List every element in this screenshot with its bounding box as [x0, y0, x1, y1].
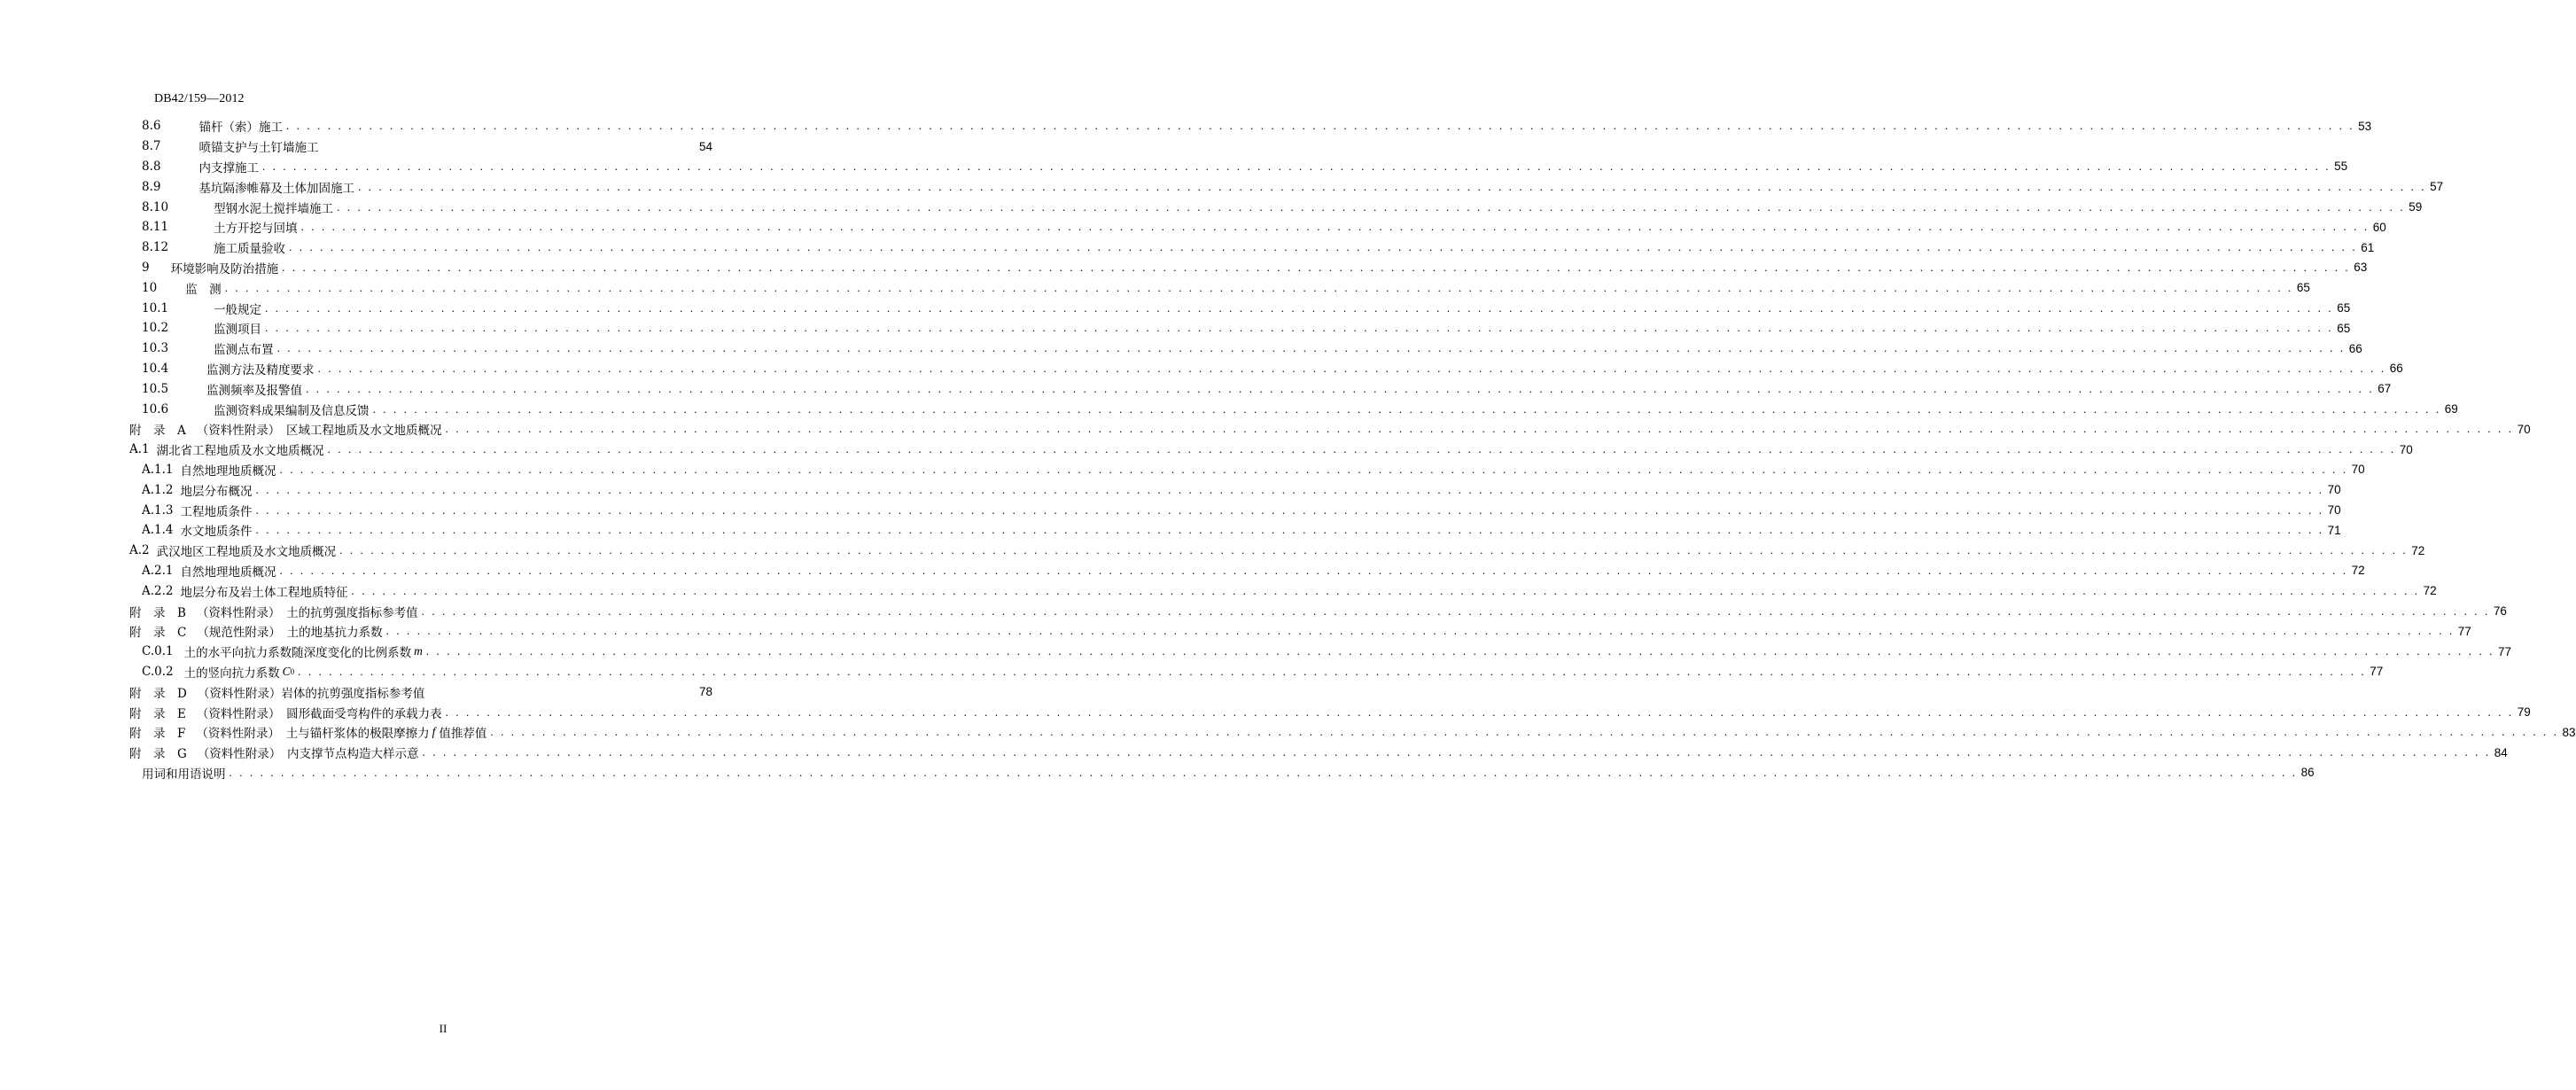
- toc-entry-number: 8.12: [142, 240, 169, 255]
- toc-entry-number: 10.4: [142, 361, 169, 376]
- toc-entry[interactable]: [0, 217, 2386, 237]
- toc-entry-number: 附 录 A: [129, 424, 186, 439]
- toc-entry[interactable]: [0, 763, 2315, 783]
- toc-entry[interactable]: [0, 116, 2372, 136]
- toc-entry-symbol: m: [414, 644, 423, 658]
- toc-leader-dots: . . . . . . . . . . . . . . . . . . . . . . . . . . . . . . . . . . . . . . . . . . . . . . . . . . . . . . . . . . . . . . . . . . . . . . . . . . . . . . . . . . . . . . . . . . . . . . . . . . . . . . . . . . . . . . . . . . . . . . . . . . . . . . . . . . . . . . . . . . . . . . . . . . . . . . . . . . . . . . . . . . . . . . . . . . . . . . . . . . . . . . . . . . . . . . . . . . . . . . . .: [282, 260, 2351, 274]
- toc-leader-dots: . . . . . . . . . . . . . . . . . . . . . . . . . . . . . . . . . . . . . . . . . . . . . . . . . . . . . . . . . . . . . . . . . . . . . . . . . . . . . . . . . . . . . . . . . . . . . . . . . . . . . . . . . . . . . . . . . . . . . . . . . . . . . . . . . . . . . . . . . . . . . . . . . . . . . . . . . . . . . . . . . . . . . . . . . . . . . . . . . . . . . . . . . . . . . . . . . . . . . . . .: [339, 543, 2409, 557]
- toc-entry-page: 65: [2337, 321, 2351, 335]
- toc-entry[interactable]: [0, 176, 2444, 197]
- toc-entry-number: A.1.1: [142, 462, 174, 477]
- toc-entry[interactable]: [0, 702, 2531, 722]
- toc-entry-title: 用词和用语说明: [142, 767, 226, 782]
- toc-entry-page: 69: [2444, 402, 2458, 417]
- toc-entry-page: 77: [2457, 624, 2471, 638]
- toc-entry-number: 附 录 D: [129, 686, 187, 701]
- toc-entry-number: 9: [142, 260, 150, 275]
- document-code: DB42/159—2012: [154, 92, 245, 105]
- toc-entry-title: 地层分布概况: [180, 484, 253, 499]
- toc-entry-subscript: 0: [290, 666, 295, 676]
- toc-entry-page: 63: [2354, 261, 2368, 275]
- toc-leader-dots: . . . . . . . . . . . . . . . . . . . . . . . . . . . . . . . . . . . . . . . . . . . . . . . . . . . . . . . . . . . . . . . . . . . . . . . . . . . . . . . . . . . . . . . . . . . . . . . . . . . . . . . . . . . . . . . . . . . . . . . . . . . . . . . . . . . . . . . . . . . . . . . . . . . . . . . . . . . . . . . . . . . . . . . . . . . . . . . . . . . . . . . . . . . . . . . . . . . . . . . .: [445, 422, 2514, 436]
- toc-entry-title: 基坑隔渗帷幕及土体加固施工: [198, 181, 354, 196]
- toc-entry-title: （资料性附录）岩体的抗剪强度指标参考值: [197, 686, 425, 701]
- toc-entry[interactable]: [0, 541, 2425, 561]
- page-number: II: [439, 1022, 447, 1035]
- toc-entry-title: 地层分布及岩土体工程地质特征: [180, 585, 348, 600]
- toc-leader-dots: . . . . . . . . . . . . . . . . . . . . . . . . . . . . . . . . . . . . . . . . . . . . . . . . . . . . . . . . . . . . . . . . . . . . . . . . . . . . . . . . . . . . . . . . . . . . . . . . . . . . . . . . . . . . . . . . . . . . . . . . . . . . . . . . . . . . . . . . . . . . . . . . . . . . . . . . . . . . . . . . . . . . . . . . . . . . . . . . . . . . . . . . . . . . . . . . . . . . . . . .: [306, 381, 2375, 395]
- table-of-contents: [0, 116, 2576, 782]
- toc-entry[interactable]: [0, 520, 2341, 541]
- toc-entry-page: 77: [2498, 644, 2512, 658]
- toc-entry-number: 10.5: [142, 381, 169, 396]
- toc-entry-number: 10: [142, 280, 158, 295]
- toc-entry-number: 附 录 G: [129, 747, 187, 762]
- toc-leader-dots: . . . . . . . . . . . . . . . . . . . . . . . . . . . . . . . . . . . . . . . . . . . . . . . . . . . . . . . . . . . . . . . . . . . . . . . . . . . . . . . . . . . . . . . . . . . . . . . . . . . . . . . . . . . . . . . . . . . . . . . . . . . . . . . . . . . . . . . . . . . . . . . . . . . . . . . . . . . . . . . . . . . . . . . . . . . . . . . . . . . . . . . . . . . . . . . . . . . . . . . .: [276, 341, 2346, 355]
- toc-entry[interactable]: [0, 500, 2341, 520]
- toc-entry-number: C.0.2: [142, 664, 174, 679]
- toc-entry-title: 土的竖向抗力系数: [183, 666, 280, 681]
- toc-leader-dots: . . . . . . . . . . . . . . . . . . . . . . . . . . . . . . . . . . . . . . . . . . . . . . . . . . . . . . . . . . . . . . . . . . . . . . . . . . . . . . . . . . . . . . . . . . . . . . . . . . . . . . . . . . . . . . . . . . . . . . . . . . . . . . . . . . . . . . . . . . . . . . . . . . . . . . . . . . . . . . . . . . . . . . . . . . . . . . . . . . . . . . . . . . . . . . . . . . . . . . . .: [490, 725, 2559, 739]
- toc-entry-number: 10.3: [142, 341, 169, 356]
- toc-leader-dots: . . . . . . . . . . . . . . . . . . . . . . . . . . . . . . . . . . . . . . . . . . . . . . . . . . . . . . . . . . . . . . . . . . . . . . . . . . . . . . . . . . . . . . . . . . . . . . . . . . . . . . . . . . . . . . . . . . . . . . . . . . . . . . . . . . . . . . . . . . . . . . . . . . . . . . . . . . . . . . . . . . . . . . . . . . . . . . . . . . . . . . . . . . . . . . . . . . . . . . . .: [317, 361, 2386, 375]
- toc-entry-title: （资料性附录） 区域工程地质及水文地质概况: [196, 424, 442, 439]
- toc-leader-dots: . . . . . . . . . . . . . . . . . . . . . . . . . . . . . . . . . . . . . . . . . . . . . . . . . . . . . . . . . . . . . . . . . . . . . . . . . . . . . . . . . . . . . . . . . . . . . . . . . . . . . . . . . . . . . . . . . . . . . . . . . . . . . . . . . . . . . . . . . . . . . . . . . . . . . . . . . . . . . . . . . . . . . . . . . . . . . . . . . . . . . . . . . . . . . . . . . . . . . . . .: [224, 280, 2293, 294]
- toc-entry[interactable]: [0, 339, 2362, 359]
- toc-entry-number: A.2: [129, 543, 150, 558]
- toc-entry-number: 8.6: [142, 119, 161, 134]
- toc-entry[interactable]: [0, 298, 2351, 318]
- toc-entry-page: 86: [2300, 766, 2315, 780]
- toc-entry-title: （资料性附录） 土的抗剪强度指标参考值: [196, 605, 418, 620]
- toc-entry[interactable]: [0, 561, 2365, 581]
- toc-leader-dots: . . . . . . . . . . . . . . . . . . . . . . . . . . . . . . . . . . . . . . . . . . . . . . . . . . . . . . . . . . . . . . . . . . . . . . . . . . . . . . . . . . . . . . . . . . . . . . . . . . . . . . . . . . . . . . . . . . . . . . . . . . . . . . . . . . . . . . . . . . . . . . . . . . . . . . . . . . . . . . . . . . . . . . . . . . . . . . . . . . . . . . . . . . . . . . . . . . . . . . . .: [265, 321, 2334, 335]
- toc-entry-symbol: f: [432, 725, 436, 739]
- toc-entry-title: 喷锚支护与土钉墙施工: [198, 141, 319, 156]
- toc-entry-title: 锚杆（索）施工: [198, 121, 283, 136]
- toc-entry-page: 72: [2423, 584, 2437, 598]
- toc-entry[interactable]: [0, 722, 2576, 743]
- toc-entry[interactable]: [0, 440, 2413, 460]
- toc-entry[interactable]: [0, 601, 2507, 621]
- toc-entry-page: 66: [2348, 341, 2362, 355]
- toc-entry-title: 土方开挖与回填: [214, 222, 298, 237]
- toc-leader-dots: . . . . . . . . . . . . . . . . . . . . . . . . . . . . . . . . . . . . . . . . . . . . . . . . . . . . . . . . . . . . . . . . . . . . . . . . . . . . . . . . . . . . . . . . . . . . . . . . . . . . . . . . . . . . . . . . . . . . . . . . . . . . . . . . . . . . . . . . . . . . . . . . . . . . . . . . . . . . . . . . . . . . . . . . . . . . . . . . . . . . . . . . . . . . . . . . . . . . . . . .: [255, 482, 2324, 496]
- toc-entry-number: 附 录 E: [129, 706, 186, 721]
- toc-entry[interactable]: [0, 359, 2403, 379]
- toc-entry-page: 70: [2517, 422, 2531, 436]
- toc-entry-title: 监 测: [185, 282, 222, 297]
- toc-entry-page: 72: [2351, 564, 2365, 578]
- toc-entry-title: 型钢水泥土搅拌墙施工: [214, 201, 334, 216]
- toc-entry-page: 54: [698, 139, 712, 153]
- toc-entry[interactable]: [0, 399, 2458, 419]
- toc-entry-page: 77: [2370, 665, 2384, 679]
- toc-leader-dots: . . . . . . . . . . . . . . . . . . . . . . . . . . . . . . . . . . . . . . . . . . . . . . . . . . . . . . . . . . . . . . . . . . . . . . . . . . . . . . . . . . . . . . . . . . . . . . . . . . . . . . . . . . . . . . . . . . . . . . . . . . . . . . . . . . . . . . . . . . . . . . . . . . . . . . . . . . . . . . . . . . . . . . . . . . . . . . . . . . . . . . . . . . . . . . . . . . . . . . . .: [337, 199, 2406, 214]
- toc-leader-dots: . . . . . . . . . . . . . . . . . . . . . . . . . . . . . . . . . . . . . . . . . . . . . . . . . . . . . . . . . . . . . . . . . . . . . . . . . . . . . . . . . . . . . . . . . . . . . . . . . . . . . . . . . . . . . . . . . . . . . . . . . . . . . . . . . . . . . . . . . . . . . . . . . . . . . . . . . . . . . . . . . . . . . . . . . . . . . . . . . . . . . . . . . . . . . . . . . . . . . . . .: [300, 220, 2370, 234]
- toc-entry[interactable]: [0, 136, 842, 157]
- toc-entry[interactable]: [0, 277, 2310, 298]
- toc-entry[interactable]: [0, 460, 2365, 480]
- toc-entry-number: 10.6: [142, 401, 169, 417]
- toc-entry[interactable]: [0, 642, 2512, 662]
- toc-entry-page: 70: [2399, 442, 2413, 456]
- toc-leader-dots: . . . . . . . . . . . . . . . . . . . . . . . . . . . . . . . . . . . . . . . . . . . . . . . . . . . . . . . . . . . . . . . . . . . . . . . . . . . . . . . . . . . . . . . . . . . . . . . . . . . . . . . . . . . . . . . . . . . . . . . . . . . . . . . . . . . . . . . . . . . . . . . . . . . . . . . . . . . . . . . . . . . . . . . . . . . . . . . . . . . . . . . . . . . . . . . . . . . . . . . .: [445, 705, 2514, 719]
- toc-leader-dots: . . . . . . . . . . . . . . . . . . . . . . . . . . . . . . . . . . . . . . . . . . . . . . . . . . . . . . . . . . . . . . . . . . . . . . . . . . . . . . . . . . . . . . . . . . . . . . . . . . . . . . . . . . . . . . . . . . . . . . . . . . . . . . . . . . . . . . . . . . . . . . . . . . . . . . . . . . . . . . . . . . . . . . . . . . . . . . . . . . . . . . . . . . . . . . . . . . . . . . . .: [421, 603, 2490, 618]
- toc-entry-page: 76: [2493, 604, 2507, 619]
- toc-entry-page: 83: [2562, 725, 2576, 739]
- toc-entry[interactable]: [0, 662, 2384, 682]
- toc-entry-number: 10.1: [142, 300, 169, 315]
- toc-entry-title: （资料性附录） 土与锚杆浆体的极限摩擦力: [196, 727, 430, 742]
- toc-entry[interactable]: [0, 197, 2423, 217]
- toc-entry-page: 65: [2337, 301, 2351, 315]
- toc-entry-page: 59: [2409, 200, 2423, 214]
- toc-entry[interactable]: [0, 237, 2375, 258]
- toc-entry-title: 环境影响及防治措施: [170, 261, 279, 276]
- toc-leader-dots: . . . . . . . . . . . . . . . . . . . . . . . . . . . . . . . . . . . . . . . . . . . . . . . . . . . . . . . . . . . . . . . . . . . . . . . . . . . . . . . . . . . . . . . . . . . . . . . . . . . . . . . . . . . . . . . . . . . . . . . . . . . . . . . . . . . . . . . . . . . . . . . . . . . . . . . . . . . . . . . . . . . . . . . . . . . . . . . . . . . . . . . . . . . . . . . . . . . . . . . .: [357, 179, 2427, 193]
- toc-entry-page: 53: [2358, 119, 2372, 133]
- toc-entry-page: 70: [2327, 483, 2341, 497]
- toc-entry-title: 施工质量验收: [214, 242, 286, 257]
- toc-entry-number: 8.8: [142, 159, 161, 174]
- toc-leader-dots: . . . . . . . . . . . . . . . . . . . . . . . . . . . . . . . . . . . . . . . . . . . . . . . . . . . . . . . . . . . . . . . . . . . . . . . . . . . . . . . . . . . . . . . . . . . . . . . . . . . . . . . . . . . . . . . . . . . . . . . . . . . . . . . . . . . . . . . . . . . . . . . . . . . . . . . . . . . . . . . . . . . . . . . . . . . . . . . . . . . . . . . . . . . . . . . . . . . . . . . .: [261, 159, 2331, 173]
- toc-entry-page: 65: [2296, 281, 2310, 295]
- toc-entry-page: 71: [2327, 523, 2341, 537]
- toc-leader-dots: . . . . . . . . . . . . . . . . . . . . . . . . . . . . . . . . . . . . . . . . . . . . . . . . . . . . . . . . . . . . . . . . . . . . . . . . . . . . . . . . . . . . . . . . . . . . . . . . . . . . . . . . . . . . . . . . . . . . . . . . . . . . . . . . . . . . . . . . . . . . . . . . . . . . . . . . . . . . . . . . . . . . . . . . . . . . . . . . . . . . . . . . . . . . . . . . . . . . . . . .: [327, 442, 2396, 456]
- toc-entry-page: 60: [2372, 220, 2386, 234]
- toc-entry-page: 70: [2327, 503, 2341, 518]
- toc-entry-title: 监测项目: [214, 323, 262, 338]
- toc-entry-number: A.1.3: [142, 502, 174, 518]
- toc-entry-title: 工程地质条件: [180, 504, 253, 519]
- toc-entry[interactable]: [0, 479, 2341, 500]
- toc-entry-page: 70: [2351, 463, 2365, 477]
- toc-leader-dots: . . . . . . . . . . . . . . . . . . . . . . . . . . . . . . . . . . . . . . . . . . . . . . . . . . . . . . . . . . . . . . . . . . . . . . . . . . . . . . . . . . . . . . . . . . . . . . . . . . . . . . . . . . . . . . . . . . . . . . . . . . . . . . . . . . . . . . . . . . . . . . . . . . . . . . . . . . . . . . . . . . . . . . . . . . . . . . . . . . . . . . . . . . . . . . . . . . . . . . . .: [289, 240, 2358, 254]
- toc-entry-number: A.2.2: [142, 583, 174, 598]
- toc-entry-title: 监测点布置: [214, 343, 274, 358]
- toc-entry-title: 土的水平向抗力系数随深度变化的比例系数: [183, 646, 412, 661]
- toc-entry-title: 监测方法及精度要求: [206, 362, 315, 378]
- toc-entry[interactable]: [0, 318, 2351, 339]
- toc-entry-page: 57: [2430, 180, 2444, 194]
- toc-leader-dots: . . . . . . . . . . . . . . . . . . . . . . . . . . . . . . . . . . . . . . . . . . . . . . . . . . . . . . . . . . . . . . . . . . . . . . . . . . . . . . . . . . . . . . . . . . . . . . . . . . . . . . . . . . . . . . . . . . . . . . . . . . . . . . . . . . . . . . . . . . . . . . . . . . . . . . . . . . . . . . . . . . . . . . . . . . . . . . . . . . . . . . . . . . . . . . . . . . . . . . . .: [255, 502, 2324, 517]
- toc-entry-number: A.1.2: [142, 482, 174, 497]
- toc-entry-number: 10.2: [142, 321, 169, 336]
- toc-entry-number: 8.11: [142, 220, 169, 235]
- toc-leader-dots: . . . . . . . . . . . . . . . . . . . . . . . . . . . . . . . . . . . . . . . . . . . . . . . . . . . . . . . . . . . . . . . . . . . . . . . . . . . . . . . . . . . . . . . . . . . . . . . . . . . . . . . . . . . . . . . . . . . . . . . . . . . . . . . . . . . . . . . . . . . . . . . . . . . . . . . . . . . . . . . . . . . . . . . . . . . . . . . . . . . . . . . . . . . . . . . . . . . . . . . .: [279, 563, 2348, 577]
- toc-entry-title: （规范性附录） 土的地基抗力系数: [197, 626, 383, 641]
- toc-entry-page: 78: [698, 685, 712, 699]
- toc-entry-title: （资料性附录） 内支撑节点构造大样示意: [197, 747, 419, 762]
- toc-entry[interactable]: [0, 419, 2531, 440]
- toc-entry[interactable]: [0, 621, 2471, 642]
- toc-entry-number: 8.7: [142, 139, 161, 154]
- toc-entry-symbol: C: [282, 664, 291, 678]
- toc-entry-page: 72: [2411, 543, 2425, 557]
- toc-entry[interactable]: [0, 378, 2392, 399]
- toc-entry-number: 附 录 B: [129, 605, 186, 620]
- toc-entry-title: 水文地质条件: [180, 525, 253, 540]
- toc-entry-title: 湖北省工程地质及水文地质概况: [156, 444, 324, 459]
- toc-entry[interactable]: [0, 157, 2348, 177]
- toc-entry[interactable]: [0, 681, 842, 702]
- toc-leader-dots: . . . . . . . . . . . . . . . . . . . . . . . . . . . . . . . . . . . . . . . . . . . . . . . . . . . . . . . . . . . . . . . . . . . . . . . . . . . . . . . . . . . . . . . . . . . . . . . . . . . . . . . . . . . . . . . . . . . . . . . . . . . . . . . . . . . . . . . . . . . . . . . . . . . . . . . . . . . . . . . . . . . . . . . . . . . . . . . . . . . . . . . . . . . . . . . . . . . . . . . .: [298, 664, 2367, 678]
- toc-entry-number: A.1.4: [142, 523, 174, 538]
- toc-entry-page: 84: [2494, 745, 2508, 759]
- toc-entry-title: 监测频率及报警值: [206, 383, 303, 398]
- toc-entry-page: 67: [2378, 382, 2392, 396]
- toc-entry-page: 66: [2389, 362, 2403, 376]
- toc-entry-page: 55: [2334, 160, 2348, 174]
- toc-leader-dots: . . . . . . . . . . . . . . . . . . . . . . . . . . . . . . . . . . . . . . . . . . . . . . . . . . . . . . . . . . . . . . . . . . . . . . . . . . . . . . . . . . . . . . . . . . . . . . . . . . . . . . . . . . . . . . . . . . . . . . . . . . . . . . . . . . . . . . . . . . . . . . . . . . . . . . . . . . . . . . . . . . . . . . . . . . . . . . . . . . . . . . . . . . . . . . . . . . . . . . . .: [372, 401, 2441, 416]
- toc-entry-page: 61: [2361, 240, 2375, 254]
- toc-leader-dots: . . . . . . . . . . . . . . . . . . . . . . . . . . . . . . . . . . . . . . . . . . . . . . . . . . . . . . . . . . . . . . . . . . . . . . . . . . . . . . . . . . . . . . . . . . . . . . . . . . . . . . . . . . . . . . . . . . . . . . . . . . . . . . . . . . . . . . . . . . . . . . . . . . . . . . . . . . . . . . . . . . . . . . . . . . . . . . . . . . . . . . . . . . . . . . . . . . . . . . . .: [425, 644, 2495, 658]
- toc-entry-number: 8.9: [142, 179, 161, 194]
- toc-leader-dots: . . . . . . . . . . . . . . . . . . . . . . . . . . . . . . . . . . . . . . . . . . . . . . . . . . . . . . . . . . . . . . . . . . . . . . . . . . . . . . . . . . . . . . . . . . . . . . . . . . . . . . . . . . . . . . . . . . . . . . . . . . . . . . . . . . . . . . . . . . . . . . . . . . . . . . . . . . . . . . . . . . . . . . . . . . . . . . . . . . . . . . . . . . . . . . . . . . . . . . . .: [351, 583, 2420, 597]
- toc-entry[interactable]: [0, 580, 2437, 601]
- toc-leader-dots: . . . . . . . . . . . . . . . . . . . . . . . . . . . . . . . . . . . . . . . . . . . . . . . . . . . . . . . . . . . . . . . . . . . . . . . . . . . . . . . . . . . . . . . . . . . . . . . . . . . . . . . . . . . . . . . . . . . . . . . . . . . . . . . . . . . . . . . . . . . . . . . . . . . . . . . . . . . . . . . . . . . . . . . . . . . . . . . . . . . . . . . . . . . . . . . . . . . . . . . .: [279, 462, 2348, 476]
- toc-entry-number: A.1: [129, 442, 150, 457]
- toc-entry-title: 武汉地区工程地质及水文地质概况: [156, 545, 337, 560]
- toc-entry-title: （资料性附录） 圆形截面受弯构件的承载力表: [196, 706, 442, 721]
- toc-entry-title: 内支撑施工: [198, 160, 259, 175]
- toc-leader-dots: . . . . . . . . . . . . . . . . . . . . . . . . . . . . . . . . . . . . . . . . . . . . . . . . . . . . . . . . . . . . . . . . . . . . . . . . . . . . . . . . . . . . . . . . . . . . . . . . . . . . . . . . . . . . . . . . . . . . . . . . . . . . . . . . . . . . . . . . . . . . . . . . . . . . . . . . . . . . . . . . . . . . . . . . . . . . . . . . . . . . . . . . . . . . . . . . . . . . . . . .: [385, 624, 2455, 638]
- toc-entry-title-suffix: 值推荐值: [439, 727, 487, 742]
- toc-entry-number: C.0.1: [142, 644, 174, 659]
- toc-leader-dots: . . . . . . . . . . . . . . . . . . . . . . . . . . . . . . . . . . . . . . . . . . . . . . . . . . . . . . . . . . . . . . . . . . . . . . . . . . . . . . . . . . . . . . . . . . . . . . . . . . . . . . . . . . . . . . . . . . . . . . . . . . . . . . . . . . . . . . . . . . . . . . . . . . . . . . . . . . . . . . . . . . . . . . . . . . . . . . . . . . . . . . . . . . . . . . . . . . . . . . . .: [422, 745, 2491, 759]
- toc-entry-number: 8.10: [142, 199, 169, 214]
- toc-entry[interactable]: [0, 743, 2508, 763]
- toc-entry-number: A.2.1: [142, 563, 174, 578]
- toc-entry-page: 79: [2517, 705, 2531, 719]
- toc-leader-dots: . . . . . . . . . . . . . . . . . . . . . . . . . . . . . . . . . . . . . . . . . . . . . . . . . . . . . . . . . . . . . . . . . . . . . . . . . . . . . . . . . . . . . . . . . . . . . . . . . . . . . . . . . . . . . . . . . . . . . . . . . . . . . . . . . . . . . . . . . . . . . . . . . . . . . . . . . . . . . . . . . . . . . . . . . . . . . . . . . . . . . . . . . . . . . . . . . . . . . . . .: [265, 300, 2334, 315]
- toc-leader-dots: . . . . . . . . . . . . . . . . . . . . . . . . . . . . . . . . . . . . . . . . . . . . . . . . . . . . . . . . . . . . . . . . . . . . . . . . . . . . . . . . . . . . . . . . . . . . . . . . . . . . . . . . . . . . . . . . . . . . . . . . . . . . . . . . . . . . . . . . . . . . . . . . . . . . . . . . . . . . . . . . . . . . . . . . . . . . . . . . . . . . . . . . . . . . . . . . . . . . . . . .: [255, 523, 2324, 537]
- toc-entry-title: 一般规定: [214, 302, 262, 317]
- toc-entry-title: 自然地理地质概况: [180, 463, 276, 479]
- toc-entry[interactable]: [0, 258, 2368, 278]
- toc-leader-dots: . . . . . . . . . . . . . . . . . . . . . . . . . . . . . . . . . . . . . . . . . . . . . . . . . . . . . . . . . . . . . . . . . . . . . . . . . . . . . . . . . . . . . . . . . . . . . . . . . . . . . . . . . . . . . . . . . . . . . . . . . . . . . . . . . . . . . . . . . . . . . . . . . . . . . . . . . . . . . . . . . . . . . . . . . . . . . . . . . . . . . . . . . . . . . . . . . . . . . . . .: [285, 119, 2355, 133]
- toc-entry-number: 附 录 F: [129, 727, 186, 742]
- toc-leader-dots: . . . . . . . . . . . . . . . . . . . . . . . . . . . . . . . . . . . . . . . . . . . . . . . . . . . . . . . . . . . . . . . . . . . . . . . . . . . . . . . . . . . . . . . . . . . . . . . . . . . . . . . . . . . . . . . . . . . . . . . . . . . . . . . . . . . . . . . . . . . . . . . . . . . . . . . . . . . . . . . . . . . . . . . . . . . . . . . . . . . . . . . . . . . . . . . . . . . . . . . .: [229, 765, 2298, 779]
- toc-entry-title: 监测资料成果编制及信息反馈: [214, 403, 370, 418]
- toc-entry-title: 自然地理地质概况: [180, 564, 276, 580]
- toc-entry-number: 附 录 C: [129, 626, 187, 641]
